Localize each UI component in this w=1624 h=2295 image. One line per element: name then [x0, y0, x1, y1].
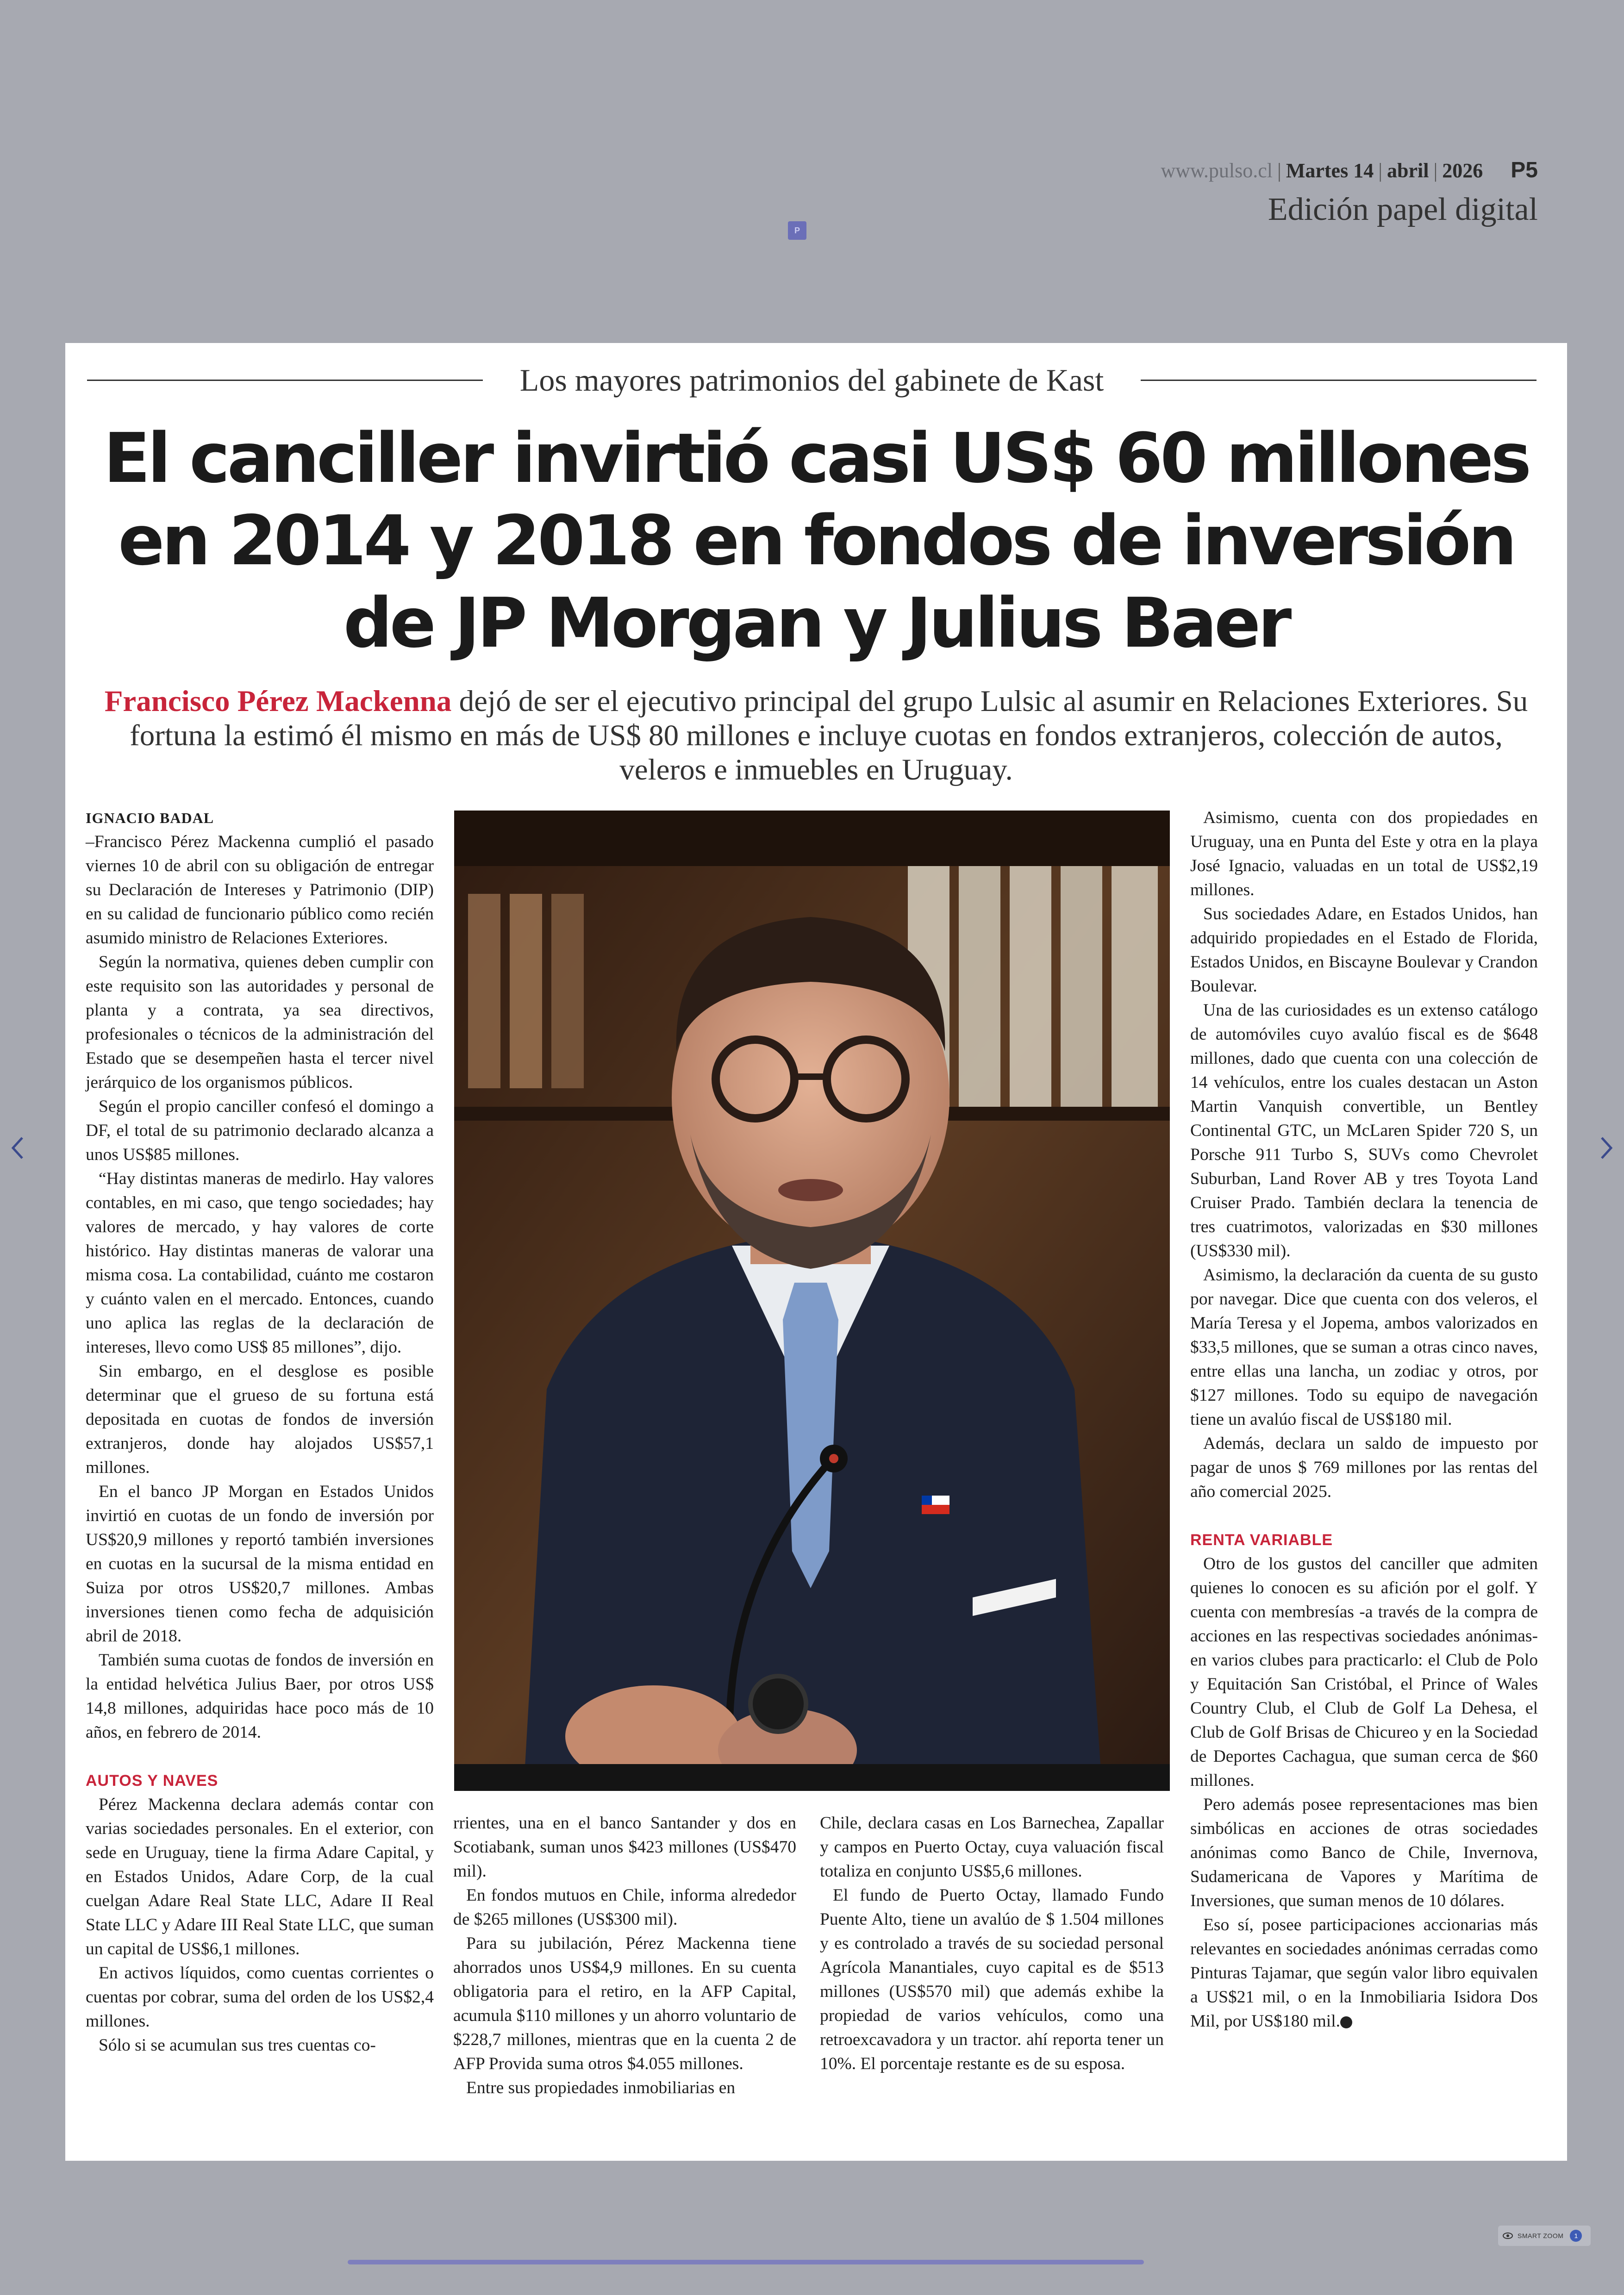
- chevron-right-icon: [1593, 1129, 1620, 1166]
- kicker: [87, 362, 1537, 399]
- kicker-text: Los mayores patrimonios del gabinete de Kast: [519, 362, 1104, 398]
- next-page-button[interactable]: [1593, 1129, 1620, 1166]
- paragraph: rrientes, una en el banco Santander y dos en Scotiabank, suman unos $423 millones (US$470 mil).: [453, 1814, 796, 1881]
- paragraph: Asimismo, cuenta con dos propiedades en Uruguay, una en Punta del Este y otra en la playa José Ignacio, valuadas en un total de US$2,19 millones.: [1190, 808, 1538, 899]
- headline: El canciller invirtió casi US$ 60 millones en 2014 y 2018 en fondos de inversión de JP Morgan y Julius Baer: [103, 418, 1529, 663]
- chevron-left-icon: [4, 1129, 31, 1166]
- paragraph: Para su jubilación, Pérez Mackenna tiene ahorrados unos US$4,9 millones. En su cuenta obligatoria para el retiro, en la AFP Capital, acumula $110 millones y un ahorro voluntario de $228,7 millones, mientras que en la cuenta 2 de AFP Provida suma otros $4.055 millones.: [453, 1934, 796, 2073]
- paragraph: Según la normativa, quienes deben cumplir con este requisito son las autoridades y personal de planta y a contrata, ya sea directivos, profesionales o técnicos de la administración del Estado que se desempeñen hasta el tercer nivel jerárquico de los organismos públicos.: [86, 953, 434, 1092]
- date-line: www.pulso.cl | Martes 14 | abril | 2026 P5: [1161, 158, 1538, 182]
- paragraph: Sólo si se acumulan sus tres cuentas co-: [99, 2036, 376, 2055]
- paragraph: Sin embargo, en el desglose es posible determinar que el grueso de su fortuna está depositada en cuotas de fondos de inversión extranjeros, donde hay alojados US$57,1 millones.: [86, 1362, 434, 1477]
- date-year: 2026: [1442, 159, 1483, 182]
- masthead: [1161, 157, 1538, 228]
- kicker-rule-left: [87, 380, 483, 381]
- section-heading-renta-variable: RENTA VARIABLE: [1190, 1531, 1333, 1549]
- paragraph: Otro de los gustos del canciller que admiten quienes lo conocen es su afición por el golf. Y cuenta con membresías -a través de la compra de acciones en las respectivas sociedades anónimas- en varios clubes para practicarlo: el Club de Polo y Equitación San Cristóbal, el Prince of Wales Country Club, el Club de Golf La Dehesa, el Club de Golf Brisas de Chicureo y en la Sociedad de Deportes Cachagua, que suman cerca de $60 millones.: [1190, 1554, 1538, 1790]
- page-scrollbar[interactable]: [348, 2260, 1274, 2264]
- paragraph: Pérez Mackenna declara además contar con varias sociedades personales. En el exterior, con sede en Uruguay, tiene la firma Adare Capital, y en Estados Unidos, Adare Corp, de la cual cuelgan Adare Real State LLC, Adare II Real State LLC y Adare III Real State LLC, que suman un capital de US$6,1 millones.: [86, 1795, 434, 1958]
- paragraph: En activos líquidos, como cuentas corrientes o cuentas por cobrar, suma del orden de los US$2,4 millones.: [86, 1964, 434, 2031]
- paragraph: Además, declara un saldo de impuesto por pagar de unos $ 769 millones por las rentas del año comercial 2025.: [1190, 1434, 1538, 1501]
- site-url[interactable]: www.pulso.cl: [1161, 159, 1273, 182]
- section-heading-autos-naves: AUTOS Y NAVES: [86, 1772, 219, 1790]
- article-column-3: [820, 1811, 1164, 2076]
- paragraph: El fundo de Puerto Octay, llamado Fundo Puente Alto, tiene un avalúo de $ 1.504 millones y es controlado a través de su sociedad personal Agrícola Manantiales, cuyo capital es de $513 millones (US$570 mil) que además exhibe la propiedad de varios vehículos, como una retroexcavadora y un tractor. ahí reporta tener un 10%. El porcentaje restante es de su esposa.: [820, 1886, 1164, 2073]
- paragraph: “Hay distintas maneras de medirlo. Hay valores contables, en mi caso, que tengo sociedades; hay valores de mercado, y hay valores de corte histórico. Hay distintas maneras de valorar una misma cosa. La contabilidad, cuánto me costaron y cuánto valen en el mercado. Entonces, cuando uno aplica las reglas de la declaración de intereses, llevo como US$ 85 millones”, dijo.: [86, 1169, 434, 1357]
- page-marker-icon[interactable]: P: [788, 221, 806, 240]
- paragraph: Sus sociedades Adare, en Estados Unidos, han adquirido propiedades en el Estado de Florida, Estados Unidos, en Biscayne Boulevar y Crandon Boulevar.: [1190, 904, 1538, 996]
- edition-label: Edición papel digital: [1268, 192, 1538, 227]
- paragraph: Entre sus propiedades inmobiliarias en: [466, 2078, 736, 2097]
- paragraph: Pero además posee representaciones mas bien simbólicas en acciones de otras sociedades anónimas como Banco de Chile, Invernova, Sudamericana de Vapores y Marítima de Inversiones, que suman menos de 10 dólares.: [1190, 1795, 1538, 1910]
- scrollbar-thumb[interactable]: [348, 2260, 1144, 2264]
- paragraph: En el banco JP Morgan en Estados Unidos invirtió en cuotas de un fondo de inversión por US$20,9 millones y reportó también inversiones en cuotas en la sucursal de la misma entidad en Suiza por otros US$20,7 millones. Ambas inversiones tienen como fecha de adquisición abril de 2018.: [86, 1482, 434, 1646]
- smart-zoom-label: SMART ZOOM: [1518, 2232, 1564, 2239]
- previous-page-button[interactable]: [4, 1129, 31, 1166]
- smart-zoom-count: 1: [1570, 2230, 1582, 2242]
- kicker-rule-right: [1141, 380, 1537, 381]
- paragraph: –Francisco Pérez Mackenna cumplió el pasado viernes 10 de abril con su obligación de entregar su Declaración de Intereses y Patrimonio (DIP) en su calidad de funcionario público como recién asumido ministro de Relaciones Exteriores.: [86, 832, 434, 948]
- article-column-4: [1190, 806, 1538, 2033]
- deck: [93, 684, 1539, 787]
- smart-zoom-button[interactable]: [1498, 2226, 1591, 2246]
- paragraph: También suma cuotas de fondos de inversión en la entidad helvética Julius Baer, por otros US$ 14,8 millones, adquiridas hace poco más de 10 años, en febrero de 2014.: [86, 1651, 434, 1742]
- paragraph: Una de las curiosidades es un extenso catálogo de automóviles cuyo avalúo fiscal es de $648 millones, dado que cuenta con una colección de 14 vehículos, entre los cuales destacan un Aston Martin Vanquish convertible, un Bentley Continental GTC, un McLaren Spider 720 S, un Porsche 911 Turbo S, SUVs como Chevrolet Suburban, Land Rover AB y tres Toyota Land Cruiser Prado. También declara la tenencia de tres cuatrimotos, valorizadas en $30 millones (US$330 mil).: [1190, 1001, 1538, 1260]
- date-month: abril: [1387, 159, 1429, 182]
- eye-icon: [1503, 2233, 1513, 2239]
- paragraph: Chile, declara casas en Los Barnechea, Zapallar y campos en Puerto Octay, cuya valuación fiscal totaliza en conjunto US$5,6 millones.: [820, 1814, 1164, 1881]
- deck-text: dejó de ser el ejecutivo principal del grupo Lulsic al asumir en Relaciones Exteriores. Su fortuna la estimó él mismo en más de US$ 80 millones e incluye cuotas en fondos extranjeros, colección de autos, veleros e inmuebles en Uruguay.: [130, 685, 1528, 786]
- newspaper-page: [65, 343, 1567, 2161]
- byline: IGNACIO BADAL: [86, 810, 214, 826]
- date-day: Martes 14: [1286, 159, 1374, 182]
- paragraph: [1190, 1913, 1538, 2033]
- paragraph: Asimismo, la declaración da cuenta de su gusto por navegar. Dice que cuenta con dos veleros, el María Teresa y el Jopema, ambos valorizados en $33,5 millones, que se suman a otras cinco naves, entre ellas una lancha, un zodiac y otros, por $127 millones. Todo su equipo de navegación tiene un avalúo fiscal de US$180 mil.: [1190, 1266, 1538, 1429]
- paragraph: Según el propio canciller confesó el domingo a DF, el total de su patrimonio declarado alcanza a unos US$85 millones.: [86, 1097, 434, 1164]
- article-column-2: [453, 1811, 796, 2100]
- page-number: P5: [1511, 158, 1538, 182]
- end-of-article-icon: P: [1340, 2016, 1352, 2028]
- portrait-illustration: [454, 811, 1170, 1791]
- minister-photo: [454, 811, 1170, 1791]
- deck-name: Francisco Pérez Mackenna: [104, 685, 452, 718]
- paragraph: En fondos mutuos en Chile, informa alrededor de $265 millones (US$300 mil).: [453, 1886, 796, 1929]
- final-paragraph-text: Eso sí, posee participaciones accionarias más relevantes en sociedades anónimas cerradas como Pinturas Tajamar, que según valor libro equivalen a US$21 mil, o en la Inmobiliaria Isidora Dos Mil, por US$180 mil.: [1190, 1915, 1538, 2031]
- article-column-1: [86, 806, 434, 2058]
